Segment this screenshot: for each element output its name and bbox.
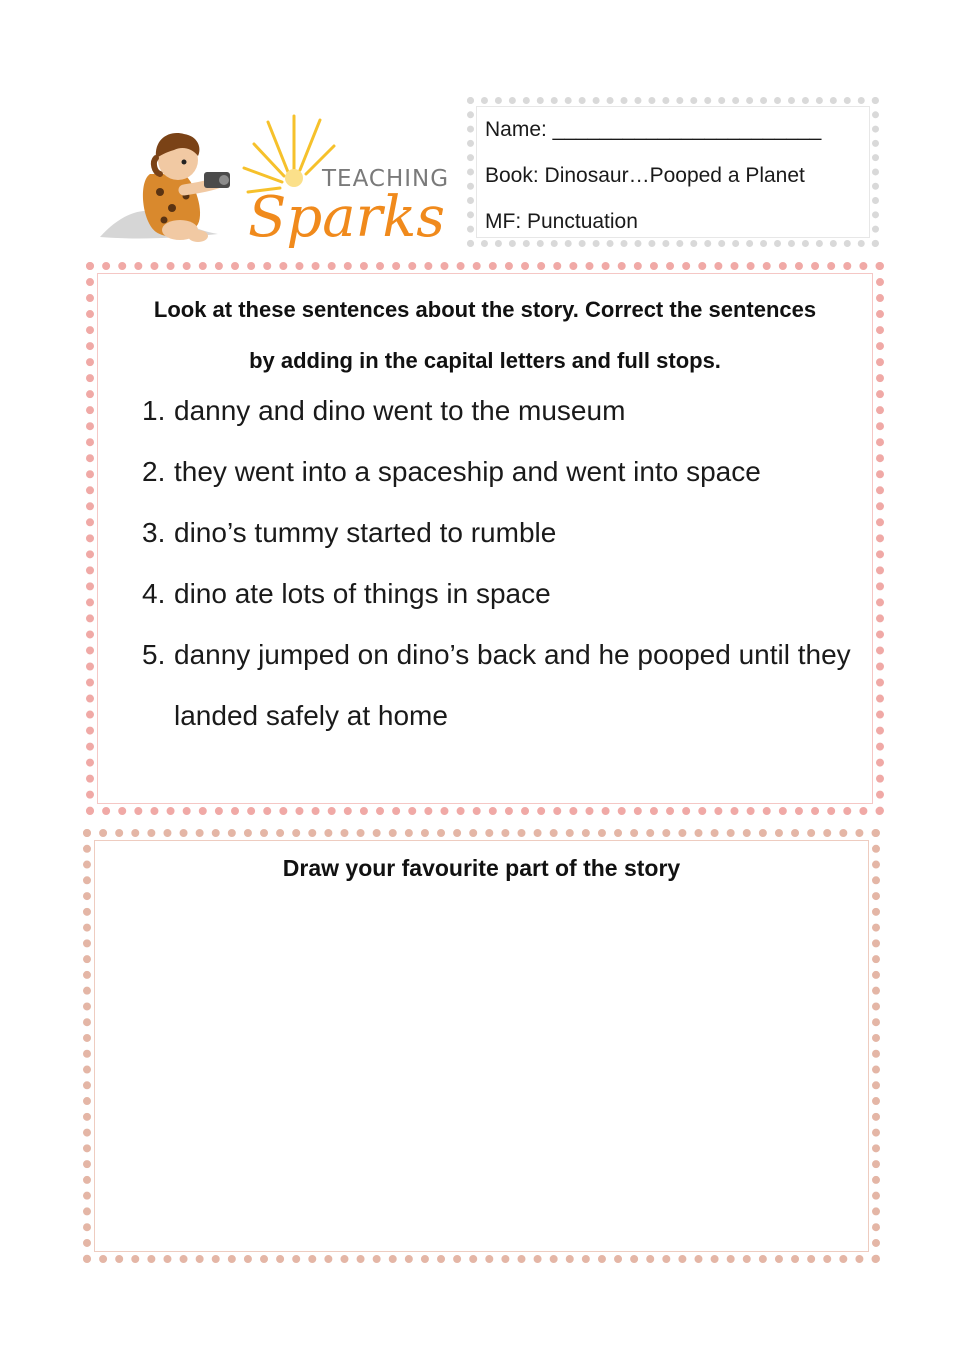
logo-text-sparks: Sparks	[248, 185, 446, 250]
sentence-number: 2.	[142, 456, 166, 487]
punctuation-task-box	[86, 262, 884, 815]
book-line: Book: Dinosaur…Pooped a Planet	[485, 164, 805, 187]
sentence-text: danny and dino went to the museum	[174, 395, 626, 426]
student-info-box	[467, 97, 879, 247]
drawing-area[interactable]	[103, 897, 860, 1243]
sentence-number: 5.	[142, 639, 166, 670]
sentence-item	[142, 502, 856, 563]
sentence-item	[142, 563, 856, 624]
sentence-item	[142, 441, 856, 502]
sentence-number: 3.	[142, 517, 166, 548]
sentence-list	[142, 380, 856, 746]
sentence-text: danny jumped on dino’s back and he pooped until they landed safely at home	[174, 639, 851, 731]
sentence-number: 1.	[142, 395, 166, 426]
drawing-box	[83, 829, 880, 1263]
drawing-title: Draw your favourite part of the story	[282, 855, 681, 881]
instruction-line-2: by adding in the capital letters and full stops.	[249, 348, 721, 373]
caveman-mascot-icon	[98, 112, 464, 254]
teaching-sparks-logo	[98, 112, 464, 254]
logo-text-teaching: TEACHING	[322, 166, 450, 192]
task-instructions	[94, 284, 876, 386]
instruction-line-1: Look at these sentences about the story. Correct the sentences	[153, 297, 817, 322]
sentence-number: 4.	[142, 578, 166, 609]
sentence-text: dino ate lots of things in space	[174, 578, 551, 609]
sentence-item	[142, 380, 856, 441]
sentence-item	[142, 624, 856, 746]
sentence-text: they went into a spaceship and went into space	[174, 456, 761, 487]
mf-line: MF: Punctuation	[485, 210, 638, 233]
sentence-text: dino’s tummy started to rumble	[174, 517, 557, 548]
name-line[interactable]: Name: _______________________	[485, 118, 822, 141]
